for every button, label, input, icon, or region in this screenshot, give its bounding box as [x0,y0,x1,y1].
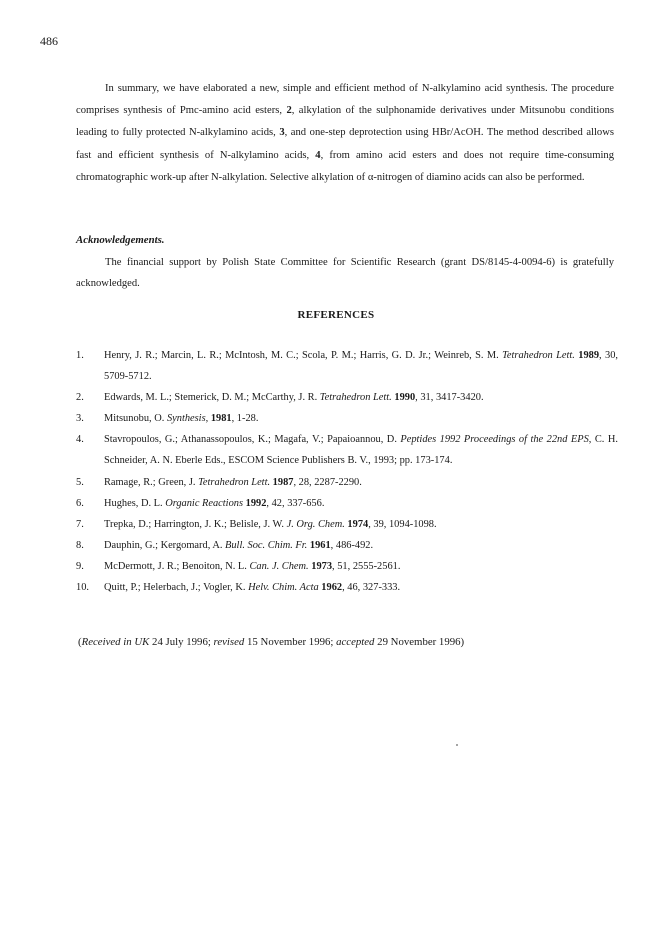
reference-year: 1981 [210,413,232,425]
reference-number: 10. [76,582,89,594]
reference-journal: Bull. Soc. Chim. Fr. [225,539,308,551]
reference-journal: J. Org. Chem. [286,518,345,530]
reference-details: , C. H. Schneider, A. N. Eberle Eds., ESCOM Science Publishers B. V., 1993; pp. 173-174. [104,434,618,467]
reference-details: , 28, 2287-2290. [293,476,362,488]
reference-number: 7. [76,518,84,530]
reference-number: 9. [76,560,84,572]
received-dates [78,636,464,648]
reference-year: 1962 [321,582,343,594]
received-open: ( [78,636,82,648]
reference-year: 1973 [311,560,333,572]
reference-item [76,472,618,493]
reference-journal: Helv. Chim. Acta [248,582,319,594]
reference-authors: Quitt, P.; Helerbach, J.; Vogler, K. [104,582,249,594]
reference-authors: Henry, J. R.; Marcin, L. R.; McIntosh, M. C.; Scola, P. M.; Harris, G. D. Jr.; Weinreb, S. M. [104,350,503,361]
reference-journal: Can. J. Chem. [249,560,309,572]
reference-details: , 31, 3417-3420. [415,392,484,404]
compound-number-2: 2 [286,105,292,117]
compound-number-4: 4 [315,149,321,161]
reference-item [76,408,618,429]
reference-item [76,514,618,535]
reference-item [76,429,618,471]
reference-authors: Stavropoulos, G.; Athanassopoulos, K.; Magafa, V.; Papaioannou, D. [104,434,401,446]
reference-authors: Edwards, M. L.; Stemerick, D. M.; McCarthy, J. R. [104,392,320,404]
scan-speck [456,744,458,746]
reference-number: 4. [76,434,84,446]
reference-year: 1990 [394,392,416,404]
reference-details: , 486-492. [330,539,374,551]
reference-number: 3. [76,413,84,425]
page-number: 486 [40,34,58,48]
summary-text-4: , from amino acid esters and does not require time-consuming chromatographic work-up after N-alkylation. Selective alkylation of α-nitrogen of diamino acids can also be performed. [76,149,615,183]
reference-journal: Synthesis, [166,413,209,425]
reference-number: 2. [76,392,84,404]
summary-text-2: , alkylation of the sulphonamide derivatives under Mitsunobu conditions leading to fully protected N-alkylamino acids, [76,105,614,139]
reference-details: , 30, 5709-5712. [104,350,619,383]
reference-journal: Tetrahedron Lett. [502,350,575,361]
reference-authors: Dauphin, G.; Kergomard, A. [104,539,226,551]
reference-journal: Peptides 1992 Proceedings of the 22nd EPS [400,434,589,446]
reference-number: 8. [76,539,84,551]
reference-journal: Tetrahedron Lett. [319,392,392,404]
revised-date: 15 November 1996; [244,636,337,648]
acknowledgements-heading: Acknowledgements. [76,234,165,246]
reference-authors: McDermott, J. R.; Benoiton, N. L. [104,560,250,572]
reference-year: 1961 [309,539,331,551]
reference-authors: Trepka, D.; Harrington, J. K.; Belisle, J. W. [104,518,287,530]
accepted-label: accepted [336,636,375,648]
summary-text-1: In summary, we have elaborated a new, simple and efficient method of N-alkylamino acid synthesis. The procedure comprises synthesis of Pmc-amino acid esters, [76,83,614,117]
reference-item [76,556,618,577]
received-date: 24 July 1996; [149,636,214,648]
summary-text-3: , and one-step deprotection using HBr/AcOH. The method described allows fast and efficient synthesis of N-alkylamino acids, [76,127,614,161]
received-label: Received in UK [81,636,150,648]
reference-year: 1992 [245,497,267,509]
reference-item [76,577,618,598]
reference-authors: Mitsunobu, O. [104,413,167,425]
summary-paragraph [76,78,614,189]
reference-details: , 42, 337-656. [266,497,325,509]
reference-item [76,493,618,514]
reference-authors: Hughes, D. L. [104,497,166,509]
reference-item [76,535,618,556]
reference-year: 1974 [347,518,369,530]
references-heading: REFERENCES [297,309,375,321]
revised-label: revised [213,636,245,648]
reference-year: 1989 [578,350,600,361]
compound-number-3: 3 [279,127,285,139]
reference-details: , 46, 327-333. [342,582,401,594]
reference-number: 5. [76,476,84,488]
reference-item [76,387,618,408]
reference-journal: Organic Reactions [165,497,244,509]
reference-details: , 51, 2555-2561. [332,560,401,572]
accepted-date: 29 November 1996) [374,636,465,648]
reference-number: 1. [76,350,84,361]
references-list [76,345,618,598]
reference-journal: Tetrahedron Lett. [198,476,271,488]
reference-details: , 1-28. [231,413,259,425]
reference-year: 1987 [272,476,294,488]
reference-details: , 39, 1094-1098. [368,518,437,530]
acknowledgements-text: The financial support by Polish State Committee for Scientific Research (grant DS/8145-4-0094-6) is gratefully acknowledged. [76,257,614,289]
reference-authors: Ramage, R.; Green, J. [104,476,199,488]
reference-number: 6. [76,497,84,509]
reference-item [76,345,618,387]
